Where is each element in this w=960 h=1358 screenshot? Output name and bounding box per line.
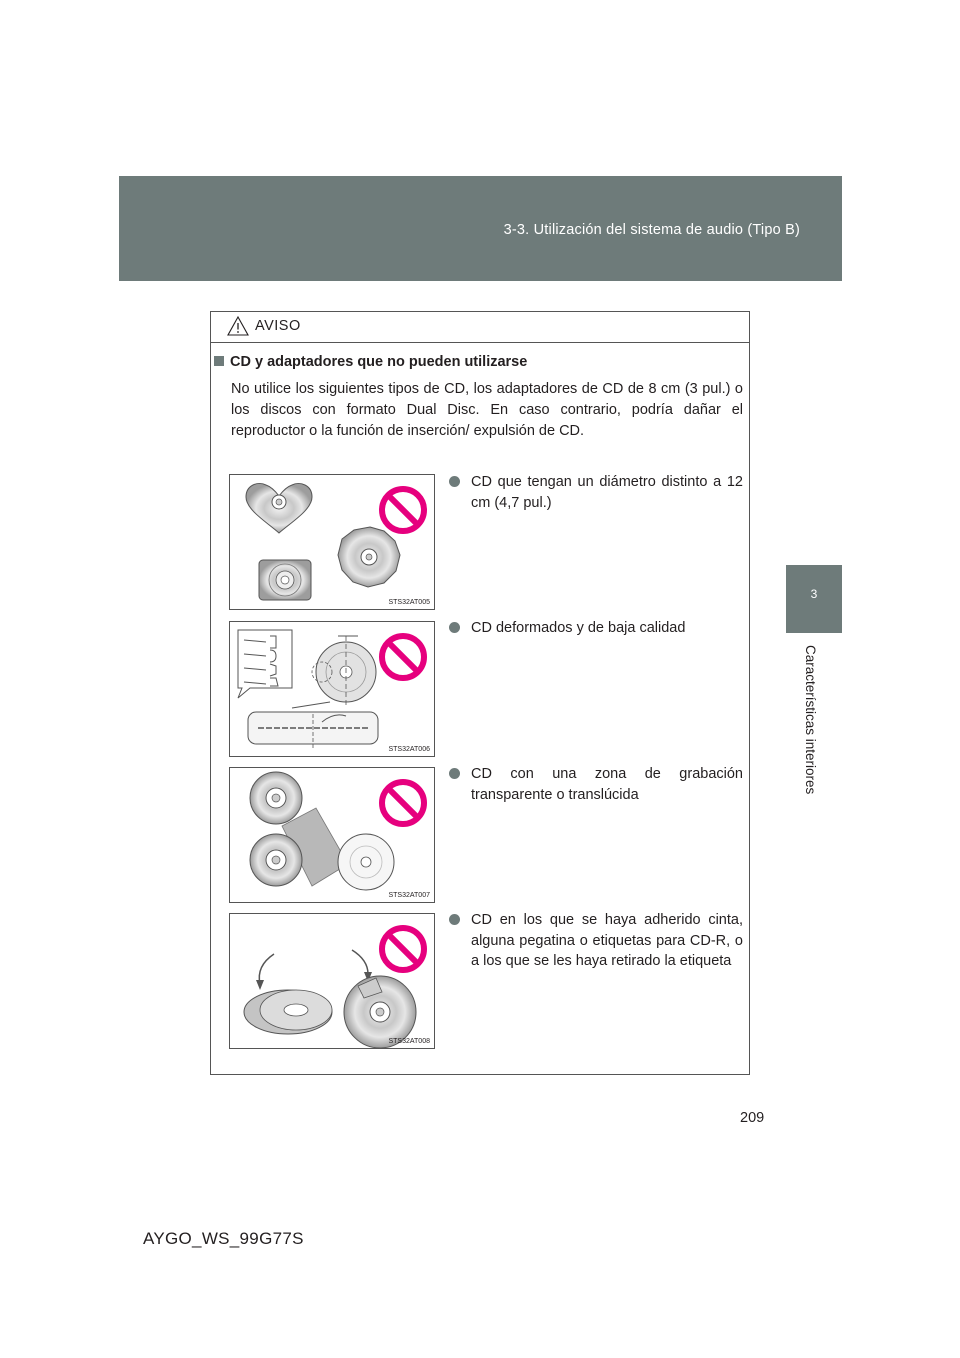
bullet-dot-icon [449, 768, 460, 779]
figure-code: STS32AT005 [388, 599, 430, 606]
warning-triangle-icon [227, 316, 249, 336]
figure-taped-cds [229, 913, 435, 1049]
prohibited-sign-icon [382, 636, 424, 678]
section-heading-text: CD y adaptadores que no pueden utilizarse [230, 354, 528, 370]
header-band [119, 176, 842, 281]
bullet-dot-icon [449, 622, 460, 633]
list-item-text: CD que tengan un diámetro distinto a 12 cm (4,7 pul.) [471, 474, 743, 511]
bullet-dot-icon [449, 914, 460, 925]
square-bullet-icon [214, 356, 224, 366]
chapter-title: Características interiores [803, 645, 818, 795]
list-item [449, 764, 743, 805]
warning-box [210, 311, 750, 1075]
intro-text: No utilice los siguientes tipos de CD, los adaptadores de CD de 8 cm (3 pul.) o los discos con formato Dual Disc. En caso contrario, podría dañar el reproductor o la función de inserción/ expulsión de CD. [231, 381, 743, 439]
figure-code: STS32AT007 [388, 892, 430, 899]
bullet-dot-icon [449, 476, 460, 487]
prohibited-sign-icon [382, 489, 424, 531]
list-item [449, 910, 743, 972]
section-title: 3-3. Utilización del sistema de audio (Tipo B) [503, 222, 800, 238]
list-item-text: CD con una zona de grabación transparente o translúcida [471, 766, 743, 803]
document-code: AYGO_WS_99G77S [143, 1229, 304, 1248]
list-item [449, 618, 743, 639]
section-heading [214, 354, 527, 370]
prohibited-sign-icon [382, 782, 424, 824]
chapter-number: 3 [810, 587, 818, 601]
chapter-tab [786, 565, 842, 633]
figure-odd-shape-cds [229, 474, 435, 610]
figure-code: STS32AT006 [388, 746, 430, 753]
page-number: 209 [740, 1110, 765, 1126]
list-item [449, 472, 743, 513]
warning-header [211, 312, 749, 343]
list-item-text: CD deformados y de baja calidad [471, 620, 686, 636]
figure-deformed-cds [229, 621, 435, 757]
prohibited-sign-icon [382, 928, 424, 970]
warning-title: AVISO [255, 318, 301, 334]
figure-transparent-cds [229, 767, 435, 903]
list-item-text: CD en los que se haya adherido cinta, alguna pegatina o etiquetas para CD-R, o a los que se les haya retirado la etiqueta [471, 912, 743, 969]
figure-code: STS32AT008 [388, 1038, 430, 1045]
